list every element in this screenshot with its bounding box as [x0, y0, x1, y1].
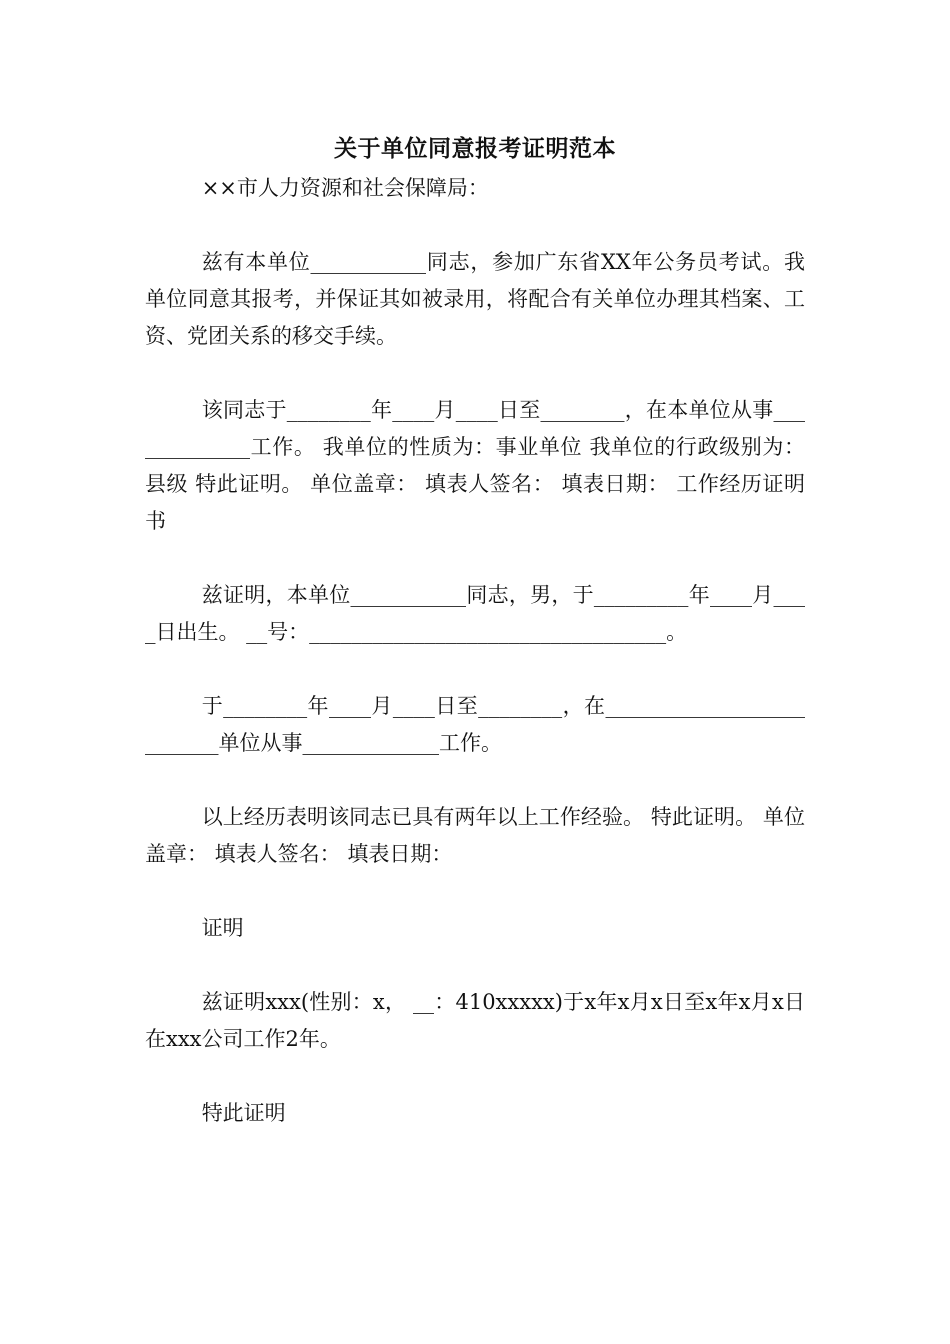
paragraph-gap	[145, 873, 805, 910]
paragraph-gap	[145, 947, 805, 984]
certificate-birth-paragraph: 兹证明，本单位___________同志，男，于_________年____月____日出生。 __号：__________________________________。	[145, 583, 805, 644]
paragraph-gap	[145, 540, 805, 577]
document-title: 关于单位同意报考证明范本	[334, 135, 616, 162]
paragraph-gap	[145, 1058, 805, 1095]
addressee-line: ××市人力资源和社会保障局：	[201, 176, 489, 200]
employment-paragraph: 该同志于________年____月____日至________，在本单位从事_____________工作。 我单位的性质为：事业单位 我单位的行政级别为：县级 特此证明。 单位盖章： 填表人签名： 填表日期： 工作经历证明书	[145, 398, 805, 533]
certificate-heading: 证明	[201, 916, 244, 940]
paragraph-gap	[145, 651, 805, 688]
experience-summary-paragraph: 以上经历表明该同志已具有两年以上工作经验。 特此证明。 单位盖章： 填表人签名： 填表日期：	[145, 805, 805, 866]
work-period-paragraph: 于________年____月____日至________，在__________________________单位从事_____________工作。	[145, 694, 805, 755]
closing-line: 特此证明	[201, 1101, 286, 1125]
consent-paragraph: 兹有本单位___________同志，参加广东省XX年公务员考试。我单位同意其报考，并保证其如被录用，将配合有关单位办理其档案、工资、党团关系的移交手续。	[145, 250, 805, 348]
document-body	[145, 128, 805, 1132]
paragraph-gap	[145, 355, 805, 392]
paragraph-gap	[145, 762, 805, 799]
paragraph-gap	[145, 207, 805, 244]
certificate-body-paragraph: 兹证明xxx(性别：x， __：410xxxxx)于x年x月x日至x年x月x日在xxx公司工作2年。	[145, 990, 805, 1051]
